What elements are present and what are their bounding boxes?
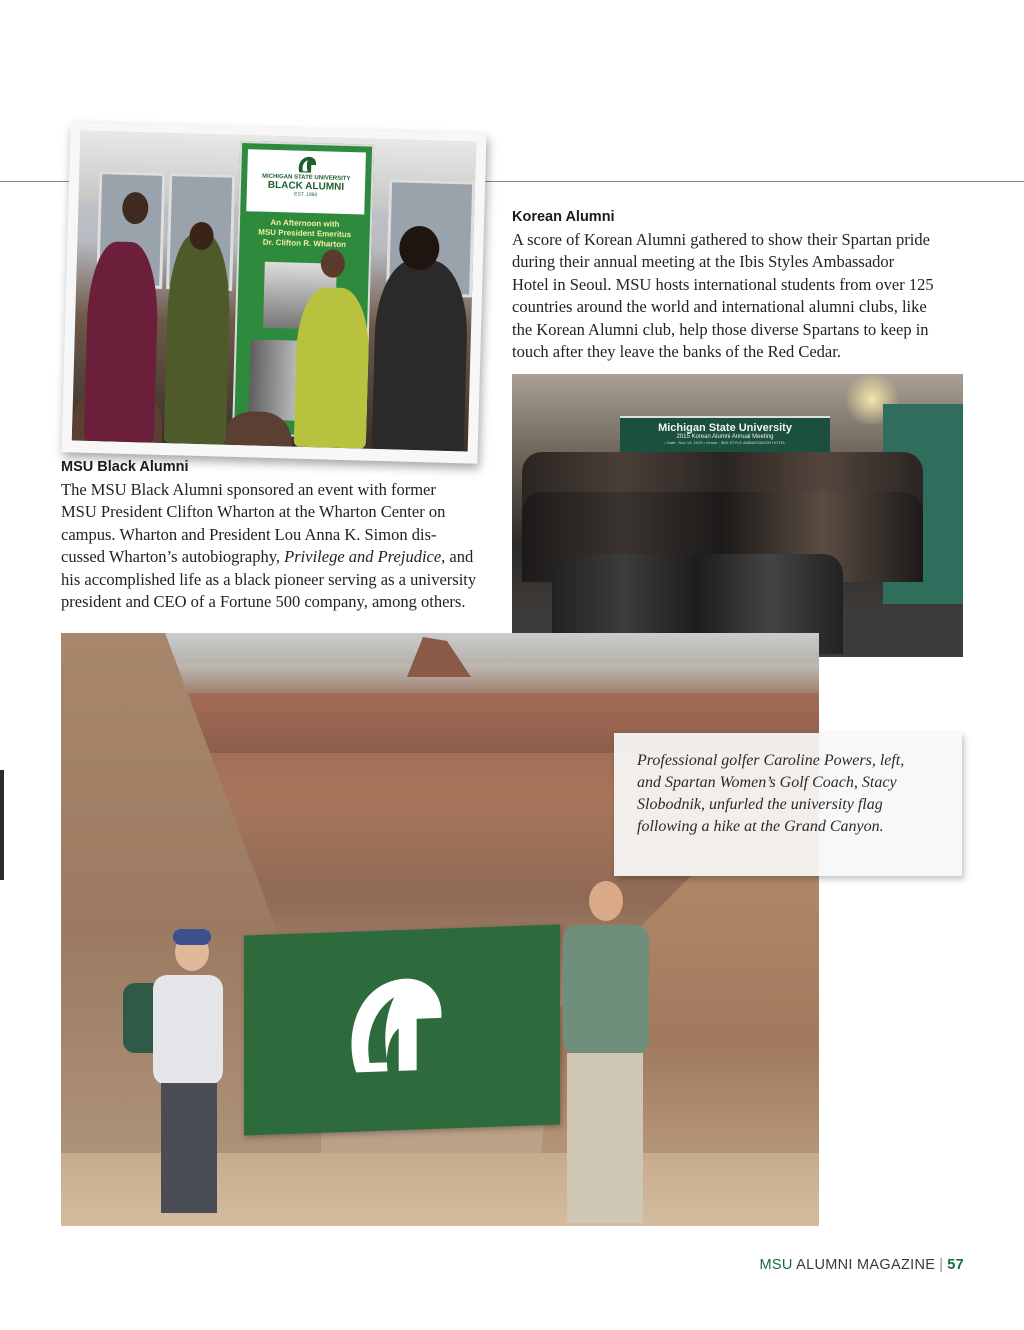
banner-established: EST. 1980 [294,191,318,199]
banner-event-name: 2015 Korean Alumni Annual Meeting [676,434,774,440]
banner-event-text [243,217,366,250]
body-line [61,546,476,568]
msu-flag [244,924,560,1135]
banner-university-name: MICHIGAN STATE UNIVERSITY [261,173,351,183]
spartan-helmet-icon [336,968,448,1084]
hiker-right [541,881,671,1226]
banner-event-details: • Date : Nov 14, 2015 • Venue : IBIS STYLE AMBASSADOR HOTEL [664,440,786,445]
korean-alumni-heading: Korean Alumni [512,209,615,225]
person [84,241,160,443]
body-line: president and CEO of a Fortune 500 company, among others. [61,592,466,612]
caption-line: following a hike at the Grand Canyon. [637,818,884,835]
person [164,233,232,445]
person [372,259,469,451]
photo-caption [614,733,962,876]
hiker-vest [153,975,223,1085]
page-edge-mark [0,770,4,880]
body-line: The MSU Black Alumni sponsored an event with former [61,480,436,499]
black-alumni-heading: MSU Black Alumni [61,459,189,475]
korean-alumni-body [512,229,934,363]
hiker-left [143,933,243,1223]
body-line: during their annual meeting at the Ibis Styles Ambassador [512,252,895,272]
body-line-start: cussed Wharton’s autobiography, [61,547,285,567]
black-alumni-photo [61,122,486,463]
caption-line: Slobodnik, unfurled the university flag [637,796,883,813]
page-number: 57 [947,1257,964,1273]
body-line: MSU President Clifton Wharton at the Wharton Center on [61,502,446,522]
hiker-pants [567,1053,643,1223]
hiker-headband [173,929,211,945]
body-line-end: , and [441,547,474,567]
footer-magazine: ALUMNI MAGAZINE [792,1257,936,1273]
spartan-helmet-icon [294,155,319,176]
book-title: Privilege and Prejudice [284,547,442,567]
body-line: countries around the world and international alumni clubs, like [512,297,927,317]
black-alumni-body [61,479,476,613]
korean-alumni-banner [620,416,830,452]
banner-title: BLACK ALUMNI [267,179,345,193]
banner-line: MSU President Emeritus [258,227,352,240]
black-alumni-photo-image [72,131,477,452]
hiker-jacket [563,925,649,1055]
person [294,287,370,449]
banner-line: Dr. Clifton R. Wharton [262,237,347,249]
banner-line: An Afternoon with [270,217,340,229]
caption-line: Professional golfer Caroline Powers, left, [637,752,905,769]
banner-header [246,149,366,214]
grand-canyon-photo [61,633,819,1226]
caption-line: and Spartan Women’s Golf Coach, Stacy [637,774,897,791]
body-line: his accomplished life as a black pioneer serving as a university [61,569,477,589]
footer-msu: MSU [759,1257,793,1273]
body-line: Hotel in Seoul. MSU hosts international students from over 125 [512,274,934,294]
korean-alumni-photo [512,374,963,657]
page-footer [759,1257,964,1273]
body-line: campus. Wharton and President Lou Anna K. Simon dis- [61,524,437,544]
body-line: touch after they leave the banks of the Red Cedar. [512,342,841,362]
body-line: the Korean Alumni club, help those diverse Spartans to keep in [512,319,929,339]
footer-separator: | [939,1257,944,1273]
hiker-leggings [161,1083,217,1213]
banner-university-name: Michigan State University [658,422,792,434]
hiker-head [589,881,623,921]
body-line: A score of Korean Alumni gathered to show their Spartan pride [512,230,930,249]
